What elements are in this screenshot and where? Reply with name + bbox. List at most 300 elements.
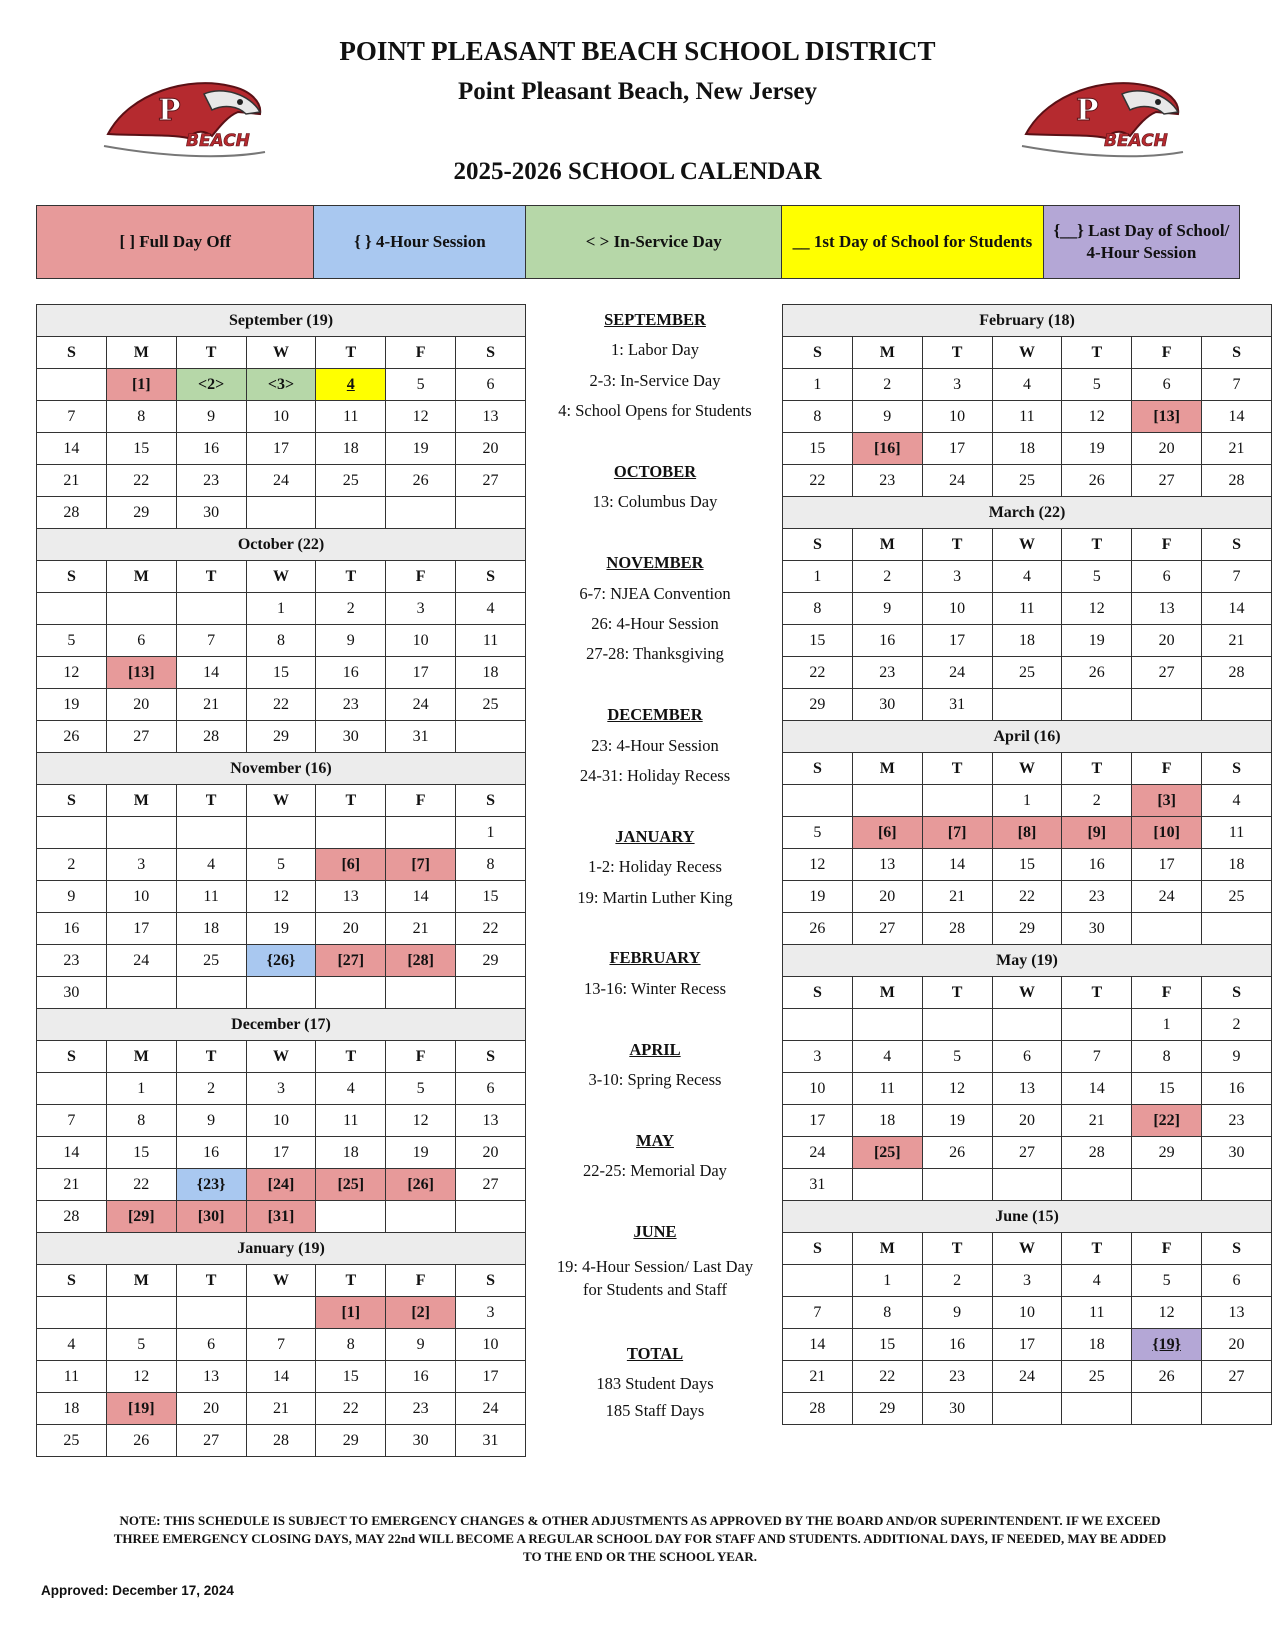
day-cell: 4 [1062, 1265, 1132, 1297]
week-row [783, 1329, 1272, 1361]
week-row [783, 849, 1272, 881]
day-cell: 18 [456, 657, 526, 689]
week-row [37, 1169, 526, 1201]
weekday-label: T [922, 1233, 992, 1265]
day-cell: 12 [1062, 401, 1132, 433]
month-header-row [783, 1201, 1272, 1233]
day-cell: 4 [852, 1041, 922, 1073]
day-cell: 15 [456, 881, 526, 913]
day-cell: [6] [852, 817, 922, 849]
day-cell: 22 [246, 689, 316, 721]
day-cell [456, 721, 526, 753]
week-row [37, 1073, 526, 1105]
day-cell: 23 [922, 1361, 992, 1393]
day-cell [106, 817, 176, 849]
week-row [783, 1009, 1272, 1041]
day-cell: 19 [37, 689, 107, 721]
day-cell: 4 [316, 369, 386, 401]
day-cell: 7 [1062, 1041, 1132, 1073]
day-cell: 16 [176, 433, 246, 465]
day-cell: 17 [386, 657, 456, 689]
day-cell: 23 [1062, 881, 1132, 913]
month-title: April (16) [783, 721, 1272, 753]
notes-month-heading: NOVEMBER [606, 553, 704, 573]
notes-entry: 4: School Opens for Students [558, 401, 752, 421]
day-cell: [13] [1132, 401, 1202, 433]
day-cell [1062, 1393, 1132, 1425]
day-cell: 12 [1132, 1297, 1202, 1329]
day-cell: {26} [246, 945, 316, 977]
day-cell [386, 977, 456, 1009]
day-cell: 11 [316, 401, 386, 433]
day-cell: 8 [852, 1297, 922, 1329]
day-cell: 22 [992, 881, 1062, 913]
day-cell: 29 [1132, 1137, 1202, 1169]
day-cell: [28] [386, 945, 456, 977]
day-cell: [26] [386, 1169, 456, 1201]
week-row [783, 1297, 1272, 1329]
day-cell: 11 [456, 625, 526, 657]
week-row [783, 1137, 1272, 1169]
day-cell: 19 [1062, 433, 1132, 465]
day-cell: 16 [386, 1361, 456, 1393]
day-cell: 26 [922, 1137, 992, 1169]
weekday-label: M [852, 977, 922, 1009]
day-cell: 7 [1202, 561, 1272, 593]
weekday-row [783, 977, 1272, 1009]
beach-logo-icon [1018, 72, 1188, 172]
day-cell: 12 [246, 881, 316, 913]
district-title: POINT PLEASANT BEACH SCHOOL DISTRICT [339, 36, 936, 66]
day-cell: 4 [456, 593, 526, 625]
weekday-label: S [1202, 529, 1272, 561]
day-cell: 28 [922, 913, 992, 945]
day-cell: 9 [176, 401, 246, 433]
day-cell: 10 [246, 401, 316, 433]
weekday-row [783, 337, 1272, 369]
day-cell: [25] [316, 1169, 386, 1201]
week-row [783, 1105, 1272, 1137]
day-cell [922, 785, 992, 817]
legend-last-day: {__} Last Day of School/ 4-Hour Session [1043, 206, 1239, 279]
day-cell: 9 [852, 593, 922, 625]
day-cell: 2 [37, 849, 107, 881]
day-cell: 3 [783, 1041, 853, 1073]
day-cell: 11 [316, 1105, 386, 1137]
weekday-label: M [106, 1041, 176, 1073]
day-cell: 24 [386, 689, 456, 721]
day-cell: 17 [106, 913, 176, 945]
day-cell: 6 [1202, 1265, 1272, 1297]
legend-in-service-day: < > In-Service Day [526, 206, 782, 279]
month-title: June (15) [783, 1201, 1272, 1233]
day-cell: 8 [456, 849, 526, 881]
day-cell: 20 [852, 881, 922, 913]
week-row [37, 913, 526, 945]
day-cell: 24 [1132, 881, 1202, 913]
day-cell: 10 [106, 881, 176, 913]
day-cell: 13 [852, 849, 922, 881]
weekday-label: T [316, 1041, 386, 1073]
day-cell: [2] [386, 1297, 456, 1329]
weekday-label: T [316, 785, 386, 817]
week-row [37, 977, 526, 1009]
day-cell: 27 [176, 1425, 246, 1457]
day-cell: 18 [1062, 1329, 1132, 1361]
weekday-label: W [246, 561, 316, 593]
weekday-label: W [992, 1233, 1062, 1265]
month-header-row [783, 945, 1272, 977]
day-cell: 24 [922, 657, 992, 689]
day-cell: 8 [246, 625, 316, 657]
notes-entry: 183 Student Days [596, 1374, 714, 1393]
month-title: February (18) [783, 305, 1272, 337]
day-cell: 26 [1062, 657, 1132, 689]
day-cell: 4 [316, 1073, 386, 1105]
day-cell: 24 [922, 465, 992, 497]
weekday-label: T [176, 1265, 246, 1297]
weekday-label: T [1062, 337, 1132, 369]
day-cell: 20 [1132, 625, 1202, 657]
notes-month-heading: SEPTEMBER [604, 310, 706, 329]
day-cell: 25 [992, 465, 1062, 497]
day-cell [922, 1169, 992, 1201]
day-cell: 13 [992, 1073, 1062, 1105]
day-cell: 10 [922, 593, 992, 625]
legend-4-hour-session: { } 4-Hour Session [314, 206, 526, 279]
day-cell: 5 [1062, 369, 1132, 401]
day-cell: 21 [246, 1393, 316, 1425]
day-cell: 17 [456, 1361, 526, 1393]
weekday-label: T [316, 1265, 386, 1297]
day-cell: 11 [1062, 1297, 1132, 1329]
day-cell: 5 [246, 849, 316, 881]
day-cell [992, 1009, 1062, 1041]
day-cell [246, 977, 316, 1009]
weekday-label: W [246, 337, 316, 369]
weekday-label: S [37, 785, 107, 817]
week-row [37, 817, 526, 849]
day-cell: 20 [106, 689, 176, 721]
day-cell: 5 [106, 1329, 176, 1361]
svg-text:P: P [158, 93, 181, 128]
day-cell: 10 [992, 1297, 1062, 1329]
weekday-label: S [1202, 1233, 1272, 1265]
day-cell: 16 [316, 657, 386, 689]
day-cell: 7 [37, 401, 107, 433]
day-cell: 27 [992, 1137, 1062, 1169]
weekday-label: T [316, 561, 386, 593]
weekday-label: M [106, 337, 176, 369]
notes-month-heading: MAY [636, 1130, 674, 1150]
day-cell: 2 [316, 593, 386, 625]
svg-text:P: P [1076, 93, 1099, 128]
weekday-label: S [37, 1041, 107, 1073]
day-cell: 2 [1062, 785, 1132, 817]
weekday-label: T [176, 337, 246, 369]
day-cell: 3 [922, 561, 992, 593]
svg-text:BEACH: BEACH [186, 131, 250, 151]
weekday-label: S [783, 1233, 853, 1265]
day-cell: 20 [456, 433, 526, 465]
day-cell: 14 [783, 1329, 853, 1361]
day-cell: 30 [922, 1393, 992, 1425]
notes-month-heading: FEBRUARY [609, 948, 701, 968]
month-header-row [37, 753, 526, 785]
day-cell: 3 [992, 1265, 1062, 1297]
day-cell: 12 [1062, 593, 1132, 625]
day-cell: 30 [316, 721, 386, 753]
month-title: May (19) [783, 945, 1272, 977]
day-cell: 3 [246, 1073, 316, 1105]
notes-month-heading: OCTOBER [613, 462, 697, 481]
day-cell: 23 [37, 945, 107, 977]
day-cell: 11 [992, 593, 1062, 625]
day-cell: 15 [992, 849, 1062, 881]
day-cell: 5 [37, 625, 107, 657]
day-cell [1132, 1393, 1202, 1425]
day-cell: 27 [1202, 1361, 1272, 1393]
notes-entry: 3-10: Spring Recess [588, 1070, 722, 1089]
notes-entry: for Students and Staff [582, 1279, 728, 1299]
calendar-right-column [782, 304, 1272, 1425]
weekday-label: F [386, 785, 456, 817]
day-cell: 7 [246, 1329, 316, 1361]
day-cell: 11 [992, 401, 1062, 433]
day-cell: 27 [106, 721, 176, 753]
weekday-label: M [852, 753, 922, 785]
day-cell: [25] [852, 1137, 922, 1169]
day-cell: 23 [852, 657, 922, 689]
day-cell: 25 [1062, 1361, 1132, 1393]
day-cell: 14 [37, 1137, 107, 1169]
day-cell: 9 [386, 1329, 456, 1361]
day-cell: 3 [386, 593, 456, 625]
weekday-label: M [106, 561, 176, 593]
day-cell: [13] [106, 657, 176, 689]
day-cell: 3 [922, 369, 992, 401]
weekday-label: T [1062, 529, 1132, 561]
month-header-row [37, 1009, 526, 1041]
day-cell: [6] [316, 849, 386, 881]
day-cell: 4 [37, 1329, 107, 1361]
weekday-label: F [1132, 1233, 1202, 1265]
day-cell: 29 [106, 497, 176, 529]
day-cell: 2 [176, 1073, 246, 1105]
day-cell [37, 1297, 107, 1329]
day-cell [783, 1009, 853, 1041]
day-cell: 10 [922, 401, 992, 433]
day-cell: 31 [456, 1425, 526, 1457]
day-cell: 29 [852, 1393, 922, 1425]
day-cell: 4 [1202, 785, 1272, 817]
day-cell: 30 [852, 689, 922, 721]
weekday-label: T [922, 337, 992, 369]
month-header-row [37, 529, 526, 561]
month-header-row [783, 721, 1272, 753]
day-cell: 15 [852, 1329, 922, 1361]
day-cell: 2 [1202, 1009, 1272, 1041]
day-cell: 21 [783, 1361, 853, 1393]
weekday-label: S [456, 561, 526, 593]
legend-table [36, 205, 1240, 279]
day-cell: 18 [176, 913, 246, 945]
day-cell: 3 [456, 1297, 526, 1329]
weekday-label: S [37, 337, 107, 369]
day-cell: [30] [176, 1201, 246, 1233]
day-cell [783, 785, 853, 817]
day-cell: 1 [1132, 1009, 1202, 1041]
day-cell: 30 [386, 1425, 456, 1457]
approval-date: Approved: December 17, 2024 [41, 1583, 234, 1598]
day-cell: [7] [922, 817, 992, 849]
day-cell [37, 369, 107, 401]
day-cell [176, 817, 246, 849]
weekday-label: S [783, 337, 853, 369]
weekday-label: M [106, 1265, 176, 1297]
day-cell: 31 [922, 689, 992, 721]
day-cell: <3> [246, 369, 316, 401]
day-cell: 8 [783, 593, 853, 625]
notes-entry: 19: Martin Luther King [577, 887, 733, 907]
month-header-row [783, 305, 1272, 337]
calendar-title: 2025-2026 SCHOOL CALENDAR [453, 158, 822, 185]
week-row [783, 625, 1272, 657]
weekday-row [37, 1041, 526, 1073]
day-cell: 5 [386, 1073, 456, 1105]
weekday-label: S [456, 785, 526, 817]
weekday-label: T [176, 1041, 246, 1073]
day-cell: 8 [316, 1329, 386, 1361]
day-cell: 19 [246, 913, 316, 945]
week-row [783, 913, 1272, 945]
day-cell: 4 [992, 369, 1062, 401]
day-cell: 18 [316, 1137, 386, 1169]
month-header-row [37, 1233, 526, 1265]
day-cell: 12 [37, 657, 107, 689]
week-row [783, 593, 1272, 625]
day-cell: 15 [783, 625, 853, 657]
day-cell: 21 [1202, 625, 1272, 657]
day-cell: 21 [37, 1169, 107, 1201]
day-cell [246, 497, 316, 529]
day-cell: [22] [1132, 1105, 1202, 1137]
day-cell [783, 1265, 853, 1297]
day-cell: 13 [1202, 1297, 1272, 1329]
week-row [37, 625, 526, 657]
day-cell: 17 [922, 433, 992, 465]
day-cell [316, 817, 386, 849]
day-cell [316, 497, 386, 529]
weekday-label: T [1062, 753, 1132, 785]
notes-entry: 24-31: Holiday Recess [579, 766, 731, 785]
day-cell: 14 [246, 1361, 316, 1393]
notes-entry: 6-7: NJEA Convention [579, 583, 731, 603]
day-cell [992, 689, 1062, 721]
day-cell [992, 1169, 1062, 1201]
day-cell: 9 [852, 401, 922, 433]
week-row [37, 1137, 526, 1169]
day-cell: 18 [992, 625, 1062, 657]
weekday-label: S [456, 1265, 526, 1297]
day-cell: 1 [456, 817, 526, 849]
day-cell: 13 [456, 1105, 526, 1137]
week-row [783, 785, 1272, 817]
month-title: December (17) [37, 1009, 526, 1041]
day-cell: 14 [1062, 1073, 1132, 1105]
weekday-label: F [386, 337, 456, 369]
weekday-label: F [1132, 753, 1202, 785]
day-cell: 15 [106, 1137, 176, 1169]
day-cell: 27 [456, 1169, 526, 1201]
weekday-row [37, 561, 526, 593]
district-location: Point Pleasant Beach, New Jersey [458, 78, 817, 105]
day-cell [852, 1169, 922, 1201]
day-cell: 22 [852, 1361, 922, 1393]
day-cell [106, 977, 176, 1009]
day-cell: 6 [456, 1073, 526, 1105]
day-cell: [24] [246, 1169, 316, 1201]
svg-text:BEACH: BEACH [1104, 131, 1168, 151]
day-cell [1062, 1009, 1132, 1041]
legend-first-day: __ 1st Day of School for Students [782, 206, 1044, 279]
notes-month-heading: APRIL [629, 1039, 681, 1059]
weekday-label: T [316, 337, 386, 369]
weekday-label: S [37, 1265, 107, 1297]
day-cell: 17 [992, 1329, 1062, 1361]
weekday-label: W [992, 753, 1062, 785]
day-cell: [7] [386, 849, 456, 881]
notes-month-heading: DECEMBER [607, 705, 703, 725]
day-cell [1132, 1169, 1202, 1201]
day-cell: 16 [852, 625, 922, 657]
day-cell: 25 [1202, 881, 1272, 913]
day-cell: 29 [783, 689, 853, 721]
day-cell: 12 [386, 1105, 456, 1137]
day-cell [922, 1009, 992, 1041]
weekday-row [37, 337, 526, 369]
day-cell: 28 [176, 721, 246, 753]
day-cell: 25 [456, 689, 526, 721]
day-cell: 4 [992, 561, 1062, 593]
day-cell: 7 [783, 1297, 853, 1329]
weekday-label: T [922, 753, 992, 785]
day-cell: 9 [37, 881, 107, 913]
day-cell [386, 1201, 456, 1233]
day-cell: 13 [316, 881, 386, 913]
day-cell: 19 [783, 881, 853, 913]
calendar-left-column [36, 304, 526, 1457]
weekday-label: S [783, 529, 853, 561]
day-cell: 7 [37, 1105, 107, 1137]
day-cell [852, 785, 922, 817]
day-cell: [27] [316, 945, 386, 977]
day-cell: 18 [37, 1393, 107, 1425]
day-cell: 5 [922, 1041, 992, 1073]
day-cell: 9 [1202, 1041, 1272, 1073]
day-cell: 6 [456, 369, 526, 401]
weekday-label: S [37, 561, 107, 593]
day-cell: 2 [852, 561, 922, 593]
day-cell: 11 [37, 1361, 107, 1393]
month-title: January (19) [37, 1233, 526, 1265]
week-row [37, 849, 526, 881]
day-cell: 14 [1202, 401, 1272, 433]
week-row [37, 721, 526, 753]
weekday-label: M [852, 337, 922, 369]
week-row [783, 657, 1272, 689]
weekday-label: T [176, 785, 246, 817]
